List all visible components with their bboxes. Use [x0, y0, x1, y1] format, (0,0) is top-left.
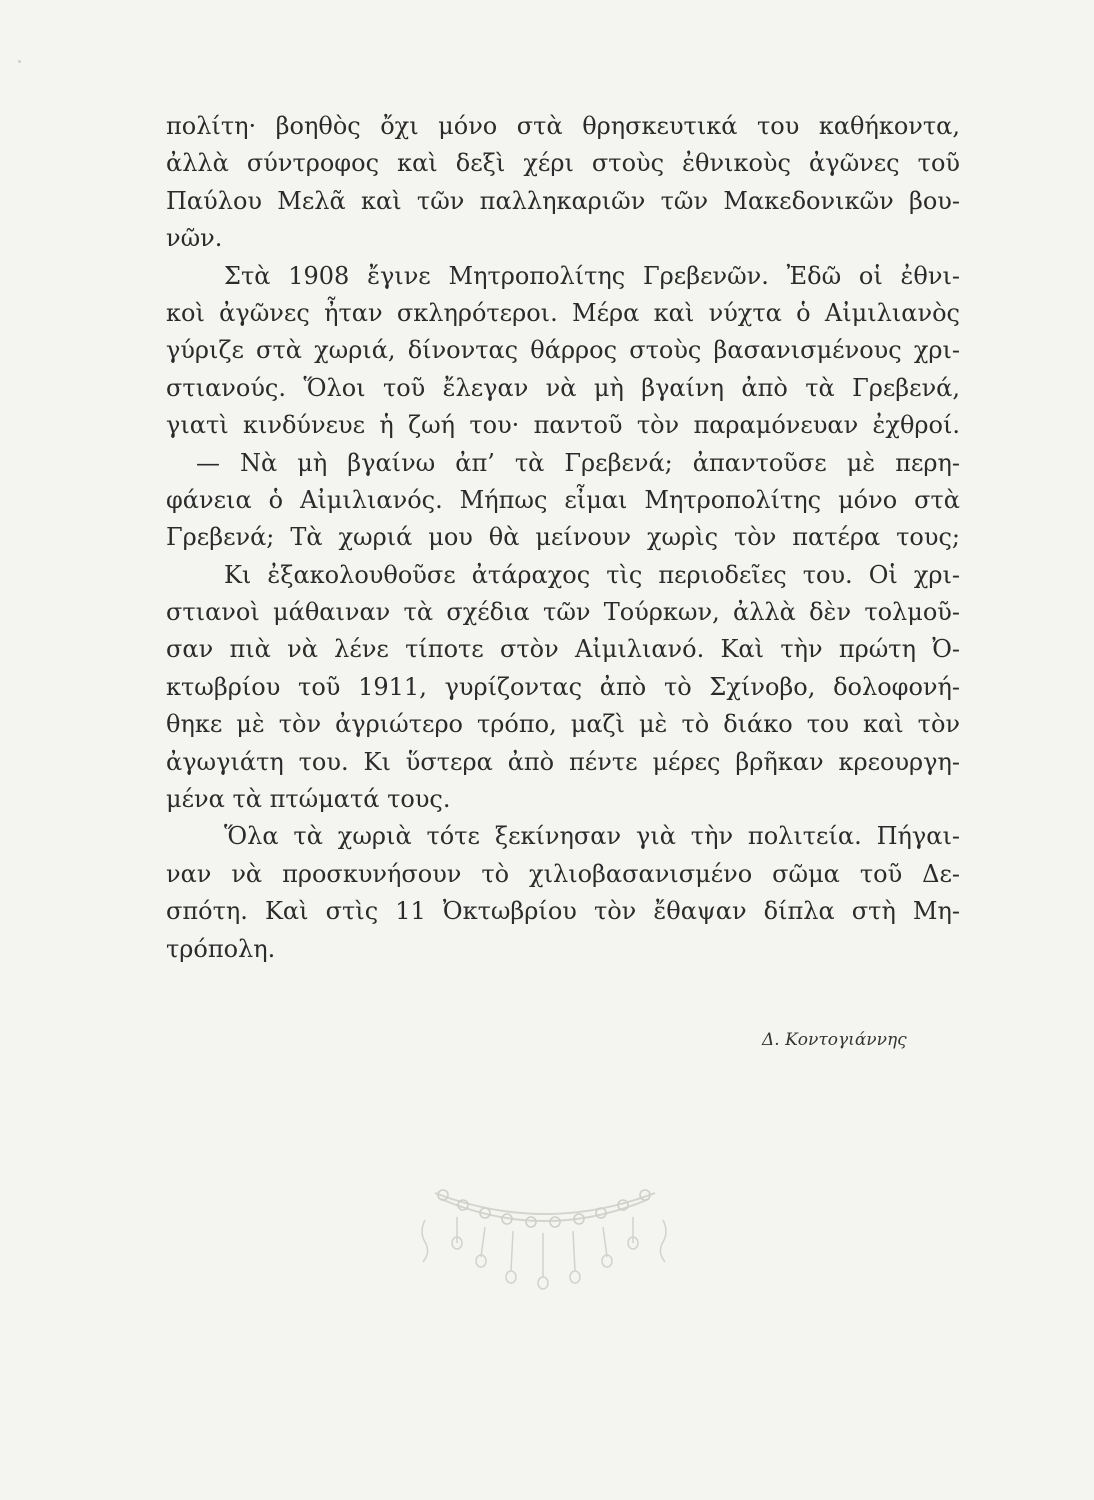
- text-line: κοὶ ἀγῶνες ἦταν σκληρότεροι. Μέρα καὶ νύχτα ὁ Αἰμιλιανὸς: [166, 298, 960, 327]
- body-text: [166, 108, 960, 968]
- text-line: ἀλλὰ σύντροφος καὶ δεξὶ χέρι στοὺς ἐθνικοὺς ἀγῶνες τοῦ: [166, 149, 960, 178]
- text-line: ναν νὰ προσκυνήσουν τὸ χιλιοβασανισμένο σῶμα τοῦ Δε-: [166, 859, 960, 888]
- text-line: τρόπολη.: [166, 934, 276, 963]
- text-line: σπότη. Καὶ στὶς 11 Ὀκτωβρίου τὸν ἔθαψαν δίπλα στὴ Μη-: [166, 897, 960, 926]
- text-line: Ὅλα τὰ χωριὰ τότε ξεκίνησαν γιὰ τὴν πολιτεία. Πήγαι-: [224, 822, 960, 851]
- author-signature: Δ. Κοντογιάννης: [762, 1030, 907, 1050]
- text-line: μένα τὰ πτώματά τους.: [166, 785, 451, 814]
- text-line: γύριζε στὰ χωριά, δίνοντας θάρρος στοὺς βασανισμένους χρι-: [166, 336, 960, 365]
- text-line: Γρεβενά; Τὰ χωριά μου θὰ μείνουν χωρὶς τὸν πατέρα τους;: [166, 523, 960, 552]
- text-line: φάνεια ὁ Αἰμιλιανός. Μήπως εἶμαι Μητροπολίτης μόνο στὰ: [166, 485, 960, 514]
- text-line: στιανούς. Ὅλοι τοῦ ἔλεγαν νὰ μὴ βγαίνη ἀπὸ τὰ Γρεβενά,: [166, 373, 960, 402]
- text-line: — Νὰ μὴ βγαίνω ἀπ’ τὰ Γρεβενά; ἀπαντοῦσε μὲ περη-: [196, 448, 960, 477]
- text-line: στιανοὶ μάθαιναν τὰ σχέδια τῶν Τούρκων, ἀλλὰ δὲν τολμοῦ-: [166, 598, 960, 627]
- paper-speck: [18, 60, 21, 63]
- text-line: θηκε μὲ τὸν ἀγριώτερο τρόπο, μαζὶ μὲ τὸ διάκο του καὶ τὸν: [166, 710, 960, 739]
- text-line: γιατὶ κινδύνευε ἡ ζωή του· παντοῦ τὸν παραμόνευαν ἐχθροί.: [166, 411, 960, 440]
- text-line: Στὰ 1908 ἔγινε Μητροπολίτης Γρεβενῶν. Ἐδῶ οἱ ἐθνι-: [224, 261, 960, 290]
- text-line: ἀγωγιάτη του. Κι ὕστερα ἀπὸ πέντε μέρες βρῆκαν κρεουργη-: [166, 747, 960, 776]
- beaded-necklace-ornament-icon: [395, 1175, 695, 1305]
- text-line: νῶν.: [166, 224, 223, 253]
- text-line: πολίτη· βοηθὸς ὄχι μόνο στὰ θρησκευτικά του καθήκοντα,: [166, 112, 960, 140]
- text-line: κτωβρίου τοῦ 1911, γυρίζοντας ἀπὸ τὸ Σχίνοβο, δολοφονή-: [166, 672, 960, 701]
- text-line: σαν πιὰ νὰ λένε τίποτε στὸν Αἰμιλιανό. Καὶ τὴν πρώτη Ὀ-: [166, 635, 960, 664]
- text-line: Κι ἐξακολουθοῦσε ἀτάραχος τὶς περιοδεῖες του. Οἱ χρι-: [224, 560, 960, 589]
- text-line: Παύλου Μελᾶ καὶ τῶν παλληκαριῶν τῶν Μακεδονικῶν βου-: [166, 186, 960, 215]
